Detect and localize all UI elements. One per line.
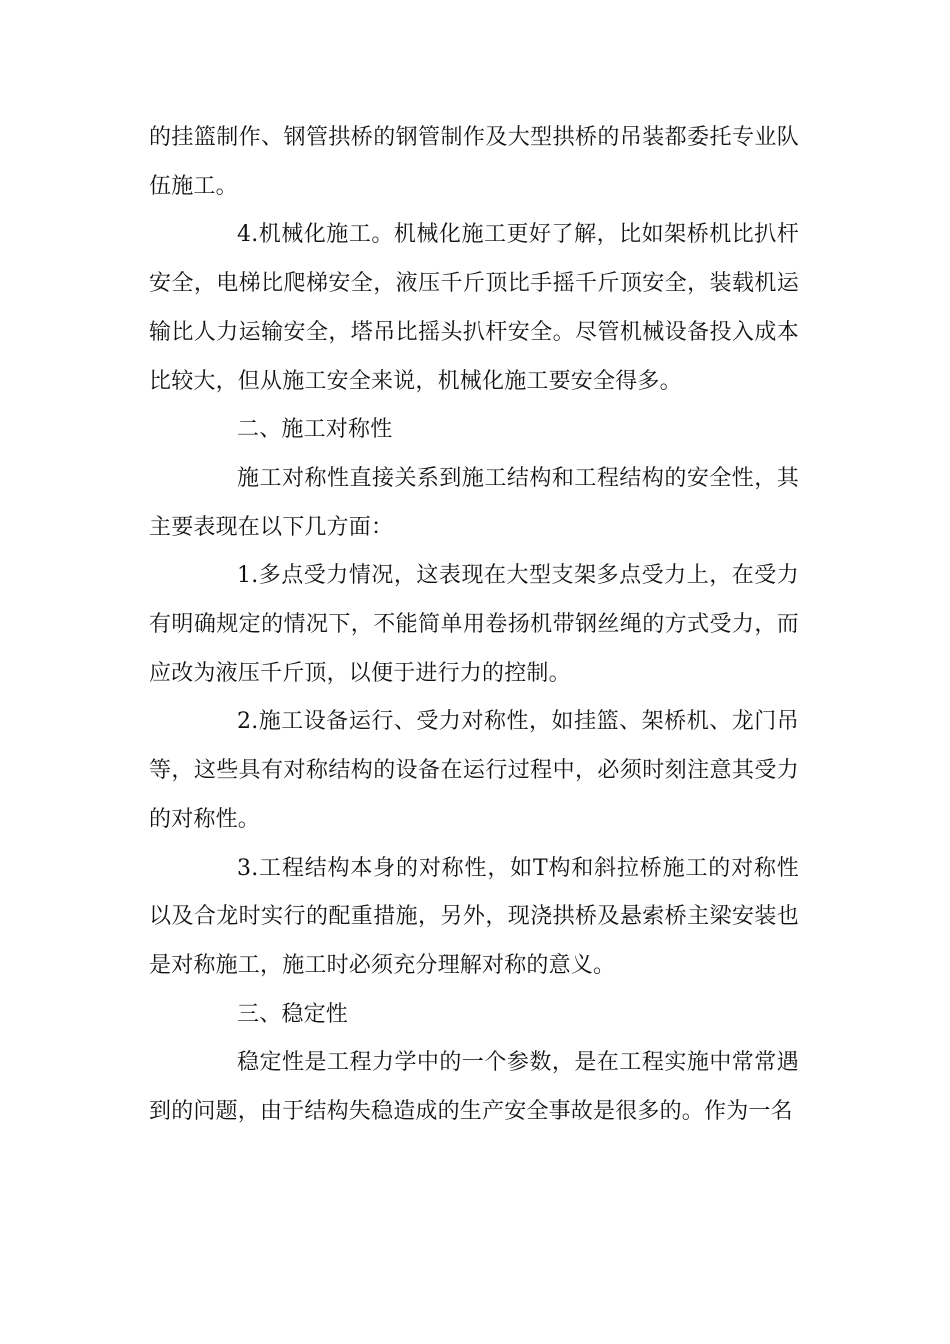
paragraph-mechanized-construction: 4.机械化施工。机械化施工更好了解，比如架桥机比扒杆安全，电梯比爬梯安全，液压千斤顶比手摇千斤顶安全，装载机运输比人力运输安全，塔吊比摇头扒杆安全。尽管机械设备投入成本比较大，但从施工安全来说，机械化施工要安全得多。 (149, 222, 799, 394)
section-heading-stability: 三、稳定性 (237, 1001, 349, 1027)
paragraph-continuation: 的挂篮制作、钢管拱桥的钢管制作及大型拱桥的吊装都委托专业队伍施工。 (149, 125, 799, 199)
paragraph-structure-symmetry: 3.工程结构本身的对称性，如T构和斜拉桥施工的对称性以及合龙时实行的配重措施，另外，现浇拱桥及悬索桥主梁安装也是对称施工，施工时必须充分理解对称的意义。 (149, 855, 799, 978)
paragraph-symmetry-intro: 施工对称性直接关系到施工结构和工程结构的安全性，其主要表现在以下几方面： (149, 465, 799, 540)
section-heading-symmetry: 二、施工对称性 (237, 417, 393, 443)
paragraph-equipment-symmetry: 2.施工设备运行、受力对称性，如挂篮、架桥机、龙门吊等，这些具有对称结构的设备在运行过程中，必须时刻注意其受力的对称性。 (149, 709, 799, 832)
document-body (149, 114, 799, 1137)
paragraph-stability-intro: 稳定性是工程力学中的一个参数，是在工程实施中常常遇到的问题，由于结构失稳造成的生产安全事故是很多的。作为一名 (149, 1050, 799, 1125)
paragraph-multipoint-loading: 1.多点受力情况，这表现在大型支架多点受力上，在受力有明确规定的情况下，不能简单用卷扬机带钢丝绳的方式受力，而应改为液压千斤顶，以便于进行力的控制。 (149, 563, 799, 686)
